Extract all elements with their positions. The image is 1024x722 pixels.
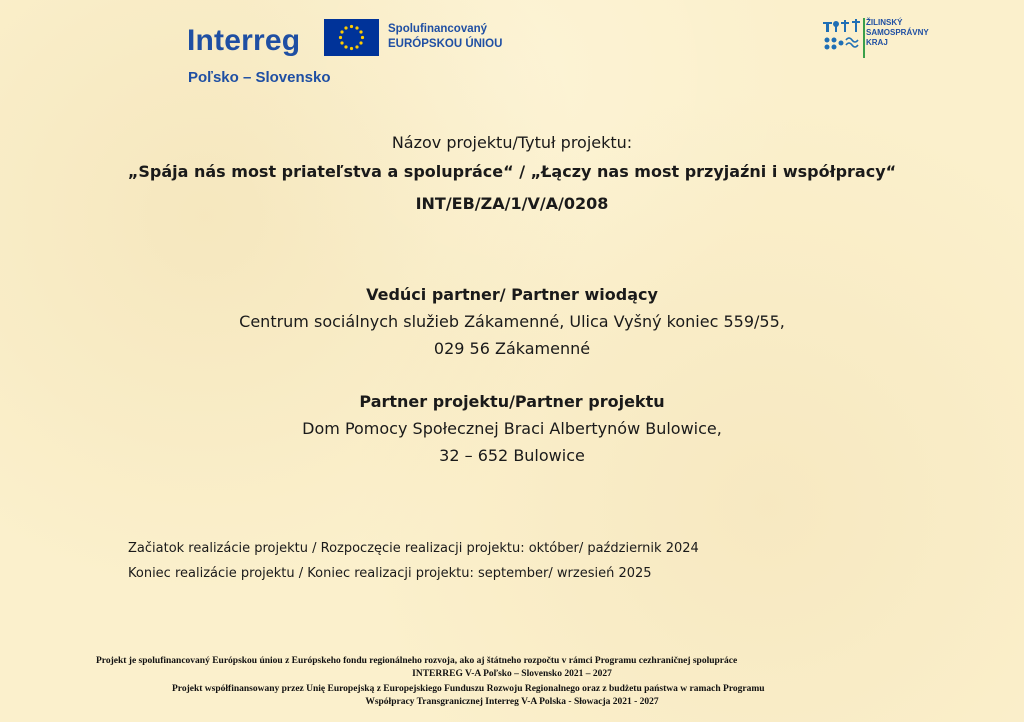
eu-cofinanced-line2: EURÓPSKOU ÚNIOU	[388, 38, 503, 50]
interreg-logo-wordmark: Interreg	[187, 24, 301, 57]
zsk-line1: ŽILINSKÝ	[866, 18, 903, 27]
project-start-date: Začiatok realizácie projektu / Rozpoczęcie realizacji projektu: október/ październik 2024	[128, 541, 699, 556]
eu-cofinanced-line1: Spolufinancovaný	[388, 23, 488, 35]
footer-line2: INTERREG V-A Poľsko – Slovensko 2021 – 2027	[412, 669, 612, 679]
project-code: INT/EB/ZA/1/V/A/0208	[415, 194, 609, 213]
project-partner-heading: Partner projektu/Partner projektu	[359, 392, 665, 411]
zsk-line2: SAMOSPRÁVNY	[866, 28, 929, 37]
lead-partner-address-line1: Centrum sociálnych služieb Zákamenné, Ulica Vyšný koniec 559/55,	[239, 312, 785, 331]
project-partner-address-line2: 32 – 652 Bulowice	[439, 446, 585, 465]
project-end-date: Koniec realizácie projektu / Koniec realizacji projektu: september/ wrzesień 2025	[128, 566, 652, 581]
eu-flag-icon	[324, 19, 379, 56]
lead-partner-address-line2: 029 56 Zákamenné	[433, 339, 591, 358]
zsk-logo-text	[866, 18, 929, 48]
project-partner-address-line1: Dom Pomocy Społecznej Braci Albertynów Bulowice,	[302, 419, 722, 438]
eu-cofinanced-label	[388, 22, 502, 52]
programme-region: Poľsko – Slovensko	[188, 69, 331, 86]
footer-line3: Projekt współfinansowany przez Unię Europejską z Europejskiego Funduszu Rozwoju Regionalnego oraz z budżetu państwa w ramach Programu	[172, 684, 765, 694]
footer-line1: Projekt je spolufinancovaný Európskou úniou z Európskeho fondu regionálneho rozvoja, ako aj štátneho rozpočtu v rámci Programu cezhraničnej spolupráce	[96, 656, 738, 666]
footer-line4: Współpracy Transgranicznej Interreg V-A Polska - Słowacja 2021 - 2027	[365, 697, 659, 707]
lead-partner-heading: Vedúci partner/ Partner wiodący	[366, 285, 658, 304]
project-name-label: Názov projektu/Tytuł projektu:	[391, 133, 633, 152]
zsk-line3: KRAJ	[866, 38, 888, 47]
project-title: „Spája nás most priateľstva a spolupráce“ / „Łączy nas most przyjaźni i współpracy“	[127, 162, 897, 181]
